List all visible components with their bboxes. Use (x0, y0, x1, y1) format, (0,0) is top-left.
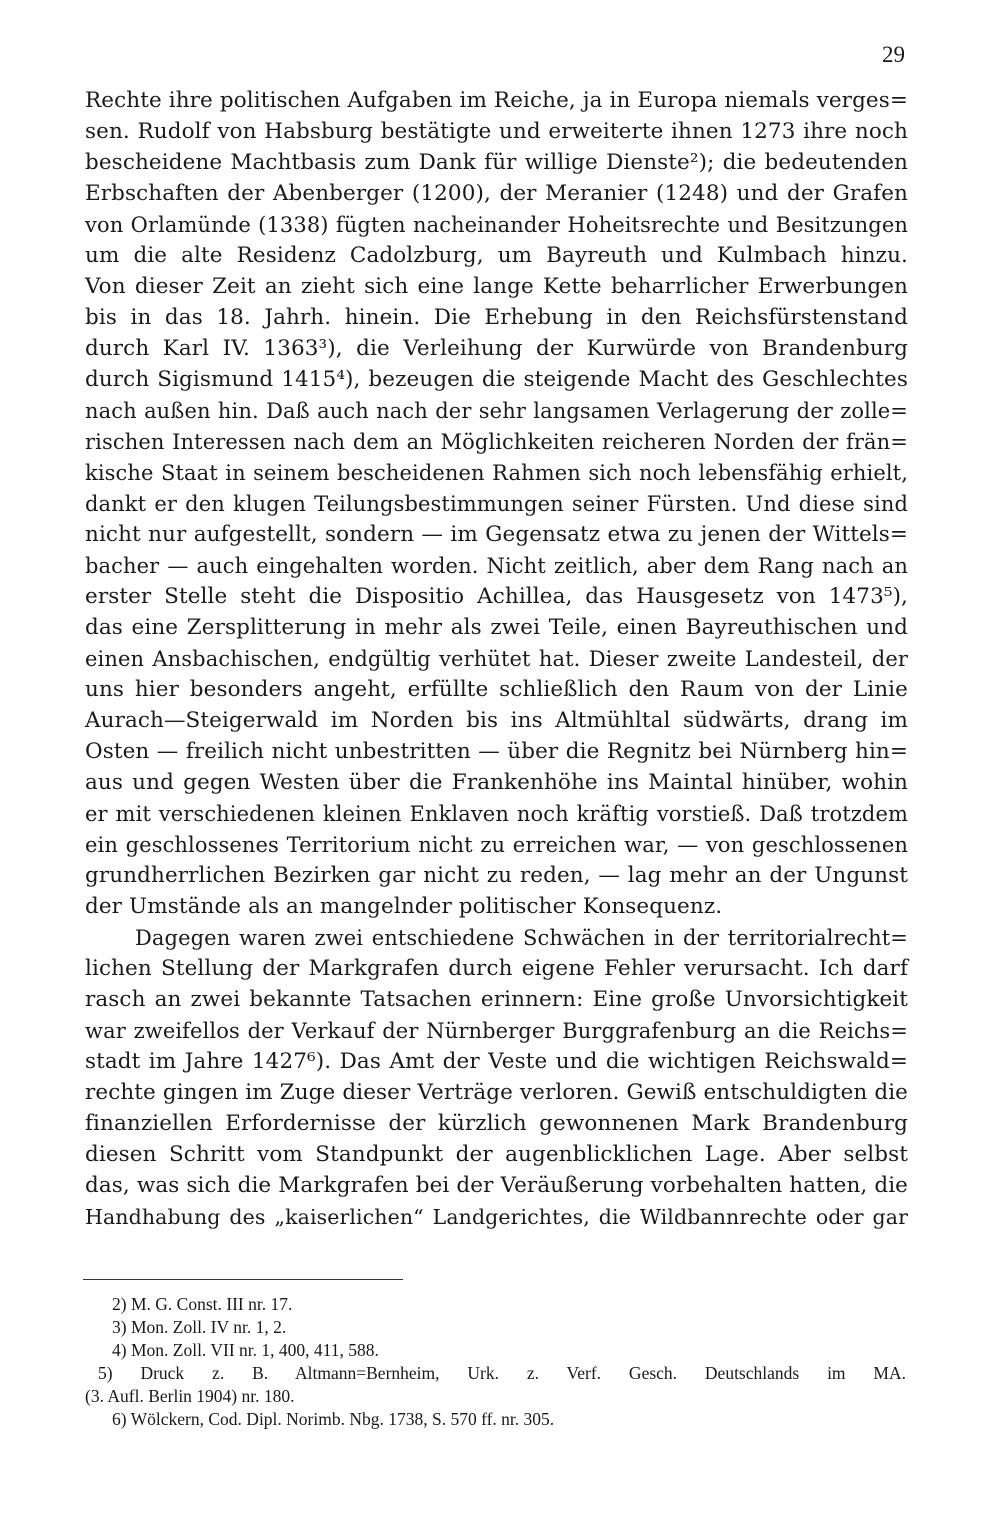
text-line: der Umstände als an mangelnder politischer Konsequenz. (85, 894, 723, 919)
text-line: bescheidene Machtbasis zum Dank für willige Dienste²); die bedeutenden (85, 150, 908, 175)
text-line: das eine Zersplitterung in mehr als zwei Teile, einen Bayreuthischen und (85, 615, 908, 640)
text-line: diesen Schritt vom Standpunkt der augenblicklichen Lage. Aber selbst (85, 1142, 908, 1167)
text-line: ein geschlossenes Territorium nicht zu erreichen war, — von geschlossenen (85, 833, 908, 857)
text-line: Erbschaften der Abenberger (1200), der Meranier (1248) und der Grafen (85, 181, 908, 206)
footnote-item: 4) Mon. Zoll. VII nr. 1, 400, 411, 588. (112, 1340, 379, 1360)
text-line: nicht nur aufgestellt, sondern — im Gegensatz etwa zu jenen der Wittels= (85, 522, 908, 547)
text-line: Osten — freilich nicht unbestritten — über die Regnitz bei Nürnberg hin= (85, 739, 908, 764)
text-line: grundherrlichen Bezirken gar nicht zu reden, — lag mehr an der Ungunst (85, 863, 908, 888)
text-line: Von dieser Zeit an zieht sich eine lange Kette beharrlicher Erwerbungen (85, 274, 908, 299)
text-line: dankt er den klugen Teilungsbestimmungen seiner Fürsten. Und diese sind (85, 492, 908, 516)
text-line: durch Karl IV. 1363³), die Verleihung der Kurwürde von Brandenburg (85, 336, 908, 361)
text-line: rasch an zwei bekannte Tatsachen erinnern: Eine große Unvorsichtigkeit (85, 987, 908, 1012)
footnote-item: 5) Druck z. B. Altmann=Bernheim, Urk. z. Verf. Gesch. Deutschlands im MA. (98, 1363, 906, 1383)
text-line: Handhabung des „kaiserlichen“ Landgerichtes, die Wildbannrechte oder gar (85, 1205, 908, 1229)
text-line: Rechte ihre politischen Aufgaben im Reiche, ja in Europa niemals verges= (85, 88, 908, 113)
footnote-item-continued: (3. Aufl. Berlin 1904) nr. 180. (85, 1386, 295, 1406)
text-line: bis in das 18. Jahrh. hinein. Die Erhebung in den Reichsfürstenstand (85, 305, 908, 330)
text-line: nach außen hin. Daß auch nach der sehr langsamen Verlagerung der zolle= (85, 399, 908, 423)
text-line: sen. Rudolf von Habsburg bestätigte und erweiterte ihnen 1273 ihre noch (85, 119, 908, 144)
text-line: aus und gegen Westen über die Frankenhöhe ins Maintal hinüber, wohin (85, 770, 908, 795)
text-line: finanziellen Erfordernisse der kürzlich gewonnenen Mark Brandenburg (85, 1111, 908, 1136)
text-line: kische Staat in seinem bescheidenen Rahmen sich noch lebensfähig erhielt, (85, 461, 908, 485)
text-line: bacher — auch eingehalten worden. Nicht zeitlich, aber dem Rang nach an (85, 554, 908, 578)
text-line: erster Stelle steht die Dispositio Achillea, das Hausgesetz von 1473⁵), (85, 584, 908, 609)
text-line: war zweifellos der Verkauf der Nürnberger Burggrafenburg an die Reichs= (85, 1019, 908, 1043)
text-line: einen Ansbachischen, endgültig verhütet hat. Dieser zweite Landesteil, der (85, 647, 908, 671)
text-line: uns hier besonders angeht, erfüllte schließlich den Raum von der Linie (85, 677, 908, 702)
page-number: 29 (882, 42, 905, 67)
text-line: stadt im Jahre 1427⁶). Das Amt der Veste und die wichtigen Reichswald= (85, 1049, 908, 1074)
paragraph-start: Dagegen waren zwei entschiedene Schwächen in der territorialrecht= (135, 926, 908, 950)
text-line: lichen Stellung der Markgrafen durch eigene Fehler verursacht. Ich darf (85, 956, 908, 981)
text-line: durch Sigismund 1415⁴), bezeugen die steigende Macht des Geschlechtes (85, 367, 908, 392)
text-line: von Orlamünde (1338) fügten nacheinander Hoheitsrechte und Besitzungen (85, 213, 908, 237)
text-line: Aurach—Steigerwald im Norden bis ins Altmühltal südwärts, drang im (85, 708, 908, 733)
text-line: rischen Interessen nach dem an Möglichkeiten reicheren Norden der frän= (85, 430, 908, 454)
text-line: das, was sich die Markgrafen bei der Veräußerung vorbehalten hatten, die (85, 1173, 908, 1198)
footnote-item: 6) Wölckern, Cod. Dipl. Norimb. Nbg. 1738, S. 570 ff. nr. 305. (112, 1409, 555, 1429)
text-line: rechte gingen im Zuge dieser Verträge verloren. Gewiß entschuldigten die (85, 1080, 908, 1105)
footnote-item: 2) M. G. Const. III nr. 17. (112, 1294, 293, 1314)
text-line: er mit verschiedenen kleinen Enklaven noch kräftig vorstieß. Daß trotzdem (85, 802, 908, 826)
text-line: um die alte Residenz Cadolzburg, um Bayreuth und Kulmbach hinzu. (85, 243, 908, 268)
footnote-divider (83, 1279, 403, 1280)
footnote-item: 3) Mon. Zoll. IV nr. 1, 2. (112, 1317, 287, 1337)
